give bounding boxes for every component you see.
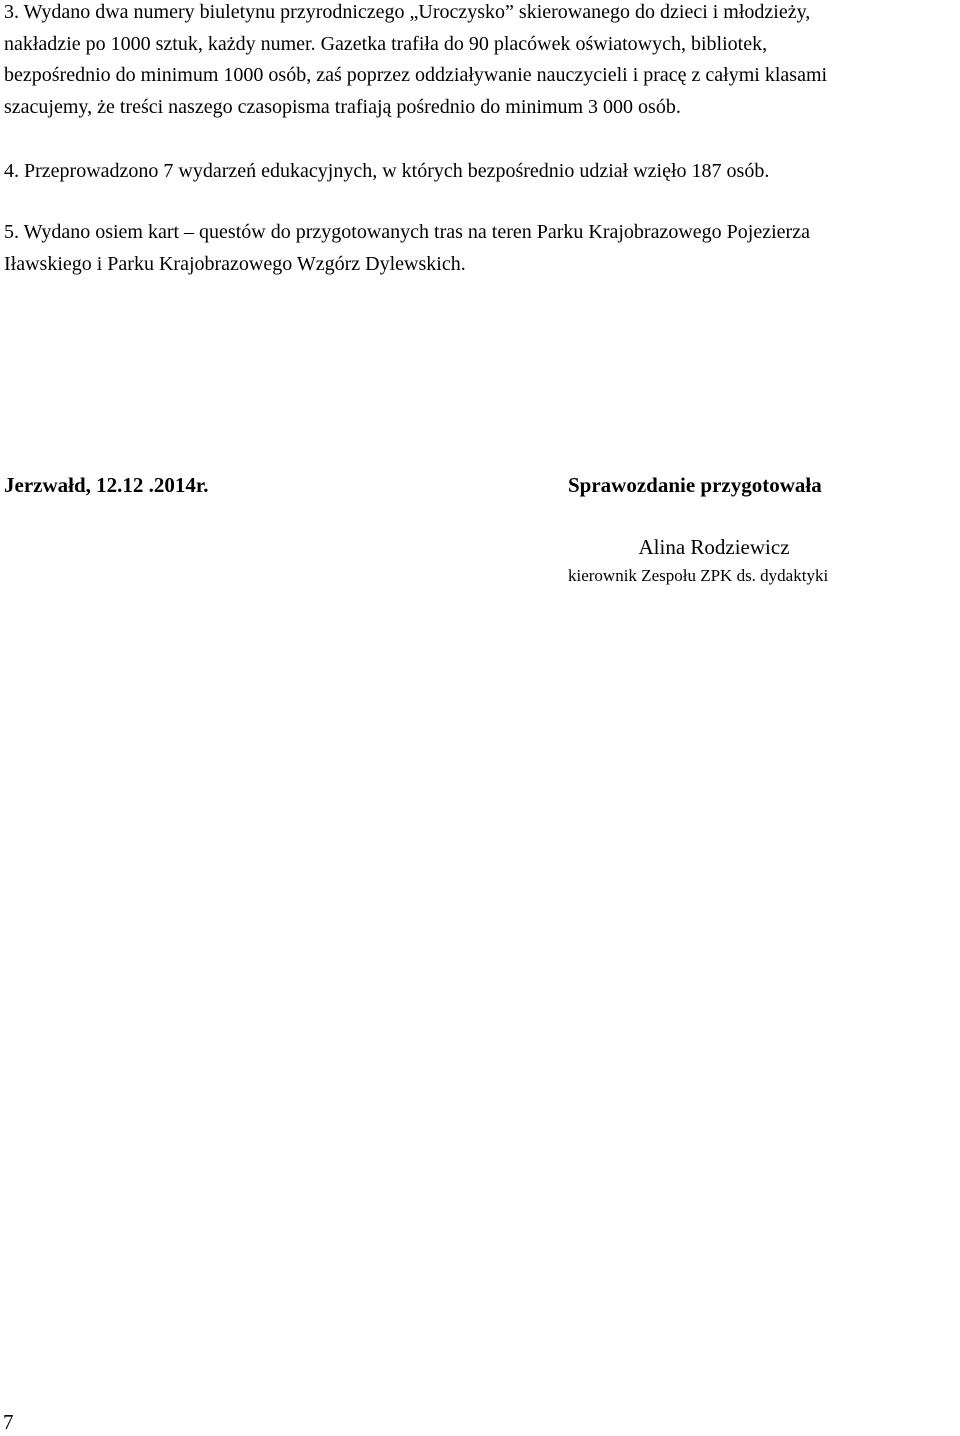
- place-and-date: Jerzwałd, 12.12 .2014r.: [4, 473, 209, 497]
- paragraph-line: 4. Przeprowadzono 7 wydarzeń edukacyjnych, w których bezpośrednio udział wzięło 187 osób.: [4, 160, 770, 182]
- paragraph-line: nakładzie po 1000 sztuk, każdy numer. Gazetka trafiła do 90 placówek oświatowych, bibliotek,: [4, 32, 768, 55]
- paragraph-line: 3. Wydano dwa numery biuletynu przyrodniczego „Uroczysko” skierowanego do dzieci i młodzieży,: [4, 1, 811, 23]
- signer-name: Alina Rodziewicz: [638, 535, 790, 559]
- paragraph-line: bezpośrednio do minimum 1000 osób, zaś poprzez oddziaływanie nauczycieli i pracę z całymi klasami: [4, 64, 828, 86]
- paragraph-item-4: [4, 156, 956, 188]
- paragraph-item-3: [4, 0, 956, 123]
- signer-role: kierownik Zespołu ZPK ds. dydaktyki: [568, 566, 829, 585]
- paragraph-line: Iławskiego i Parku Krajobrazowego Wzgórz Dylewskich.: [4, 252, 466, 275]
- paragraph-line: 5. Wydano osiem kart – questów do przygotowanych tras na teren Parku Krajobrazowego Pojezierza: [4, 221, 810, 243]
- paragraph-line: szacujemy, że treści naszego czasopisma trafiają pośrednio do minimum 3 000 osób.: [4, 95, 681, 118]
- prepared-by-label: Sprawozdanie przygotowała: [568, 473, 822, 497]
- paragraph-item-5: [4, 217, 956, 280]
- page-number: 7: [3, 1410, 14, 1434]
